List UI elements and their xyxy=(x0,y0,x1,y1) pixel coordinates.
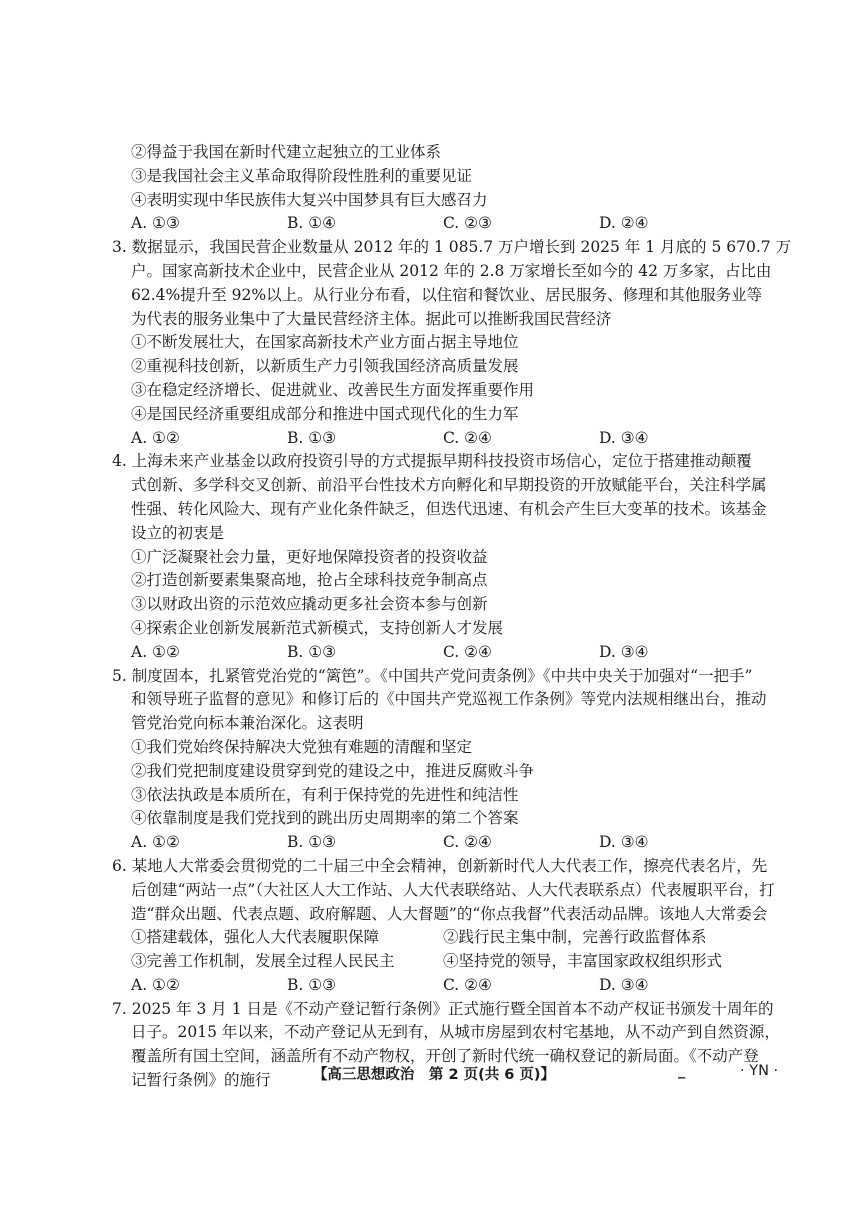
q6-option-1: ①搭建载体，强化人大代表履职保障 xyxy=(131,928,380,947)
q6-options-row-2 xyxy=(112,950,812,974)
q3-choice-b[interactable]: B. ①③ xyxy=(287,428,337,447)
q7-stem-line-2: 日子。2015 年以来，不动产登记从无到有，从城市房屋到农村宅基地，从不动产到自然资源， xyxy=(131,1023,780,1042)
q5-option-3: ③依法执政是本质所在，有利于保持党的先进性和纯洁性 xyxy=(131,785,519,804)
q6-option-3: ③完善工作机制，发展全过程人民民主 xyxy=(131,952,395,971)
q6-stem-line-2: 后创建“两站一点”（大社区人大工作站、人大代表联络站、人大代表联系点）代表履职平台，打 xyxy=(131,880,775,899)
footer-dash: _ xyxy=(678,1063,686,1079)
q7-stem-line-4: 记暂行条例》的施行 xyxy=(131,1071,271,1090)
q5-choices xyxy=(112,831,812,855)
q2-choice-c[interactable]: C. ②③ xyxy=(443,214,492,233)
q5-option-2: ②我们党把制度建设贯穿到党的建设之中，推进反腐败斗争 xyxy=(131,761,535,780)
q5-option-1: ①我们党始终保持解决大党独有难题的清醒和坚定 xyxy=(131,737,473,756)
q4-choice-a[interactable]: A. ①② xyxy=(131,642,180,661)
q4-stem-line-1: 4. 上海未来产业基金以政府投资引导的方式提振早期科技投资市场信心，定位于搭建推动颠覆 xyxy=(112,452,752,471)
q2-choice-b[interactable]: B. ①④ xyxy=(287,214,337,233)
q3-stem-line-4: 为代表的服务业集中了大量民营经济主体。据此可以推断我国民营经济 xyxy=(131,309,612,328)
q5-stem-line-1: 5. 制度固本，扎紧管党治党的“篱笆”。《中国共产党问责条例》《中共中央关于加强对“一把手” xyxy=(112,666,753,685)
footer-page-info: 【高三思想政治 第 2 页(共 6 页)】 xyxy=(312,1067,556,1083)
q6-choice-a[interactable]: A. ①② xyxy=(131,975,180,994)
footer-region-code: · YN · xyxy=(740,1063,779,1079)
q3-choice-c[interactable]: C. ②④ xyxy=(443,428,492,447)
q4-choice-b[interactable]: B. ①③ xyxy=(287,642,337,661)
q6-stem-line-3: 造“群众出题、代表点题、政府解题、人大督题”的“你点我督”代表活动品牌。该地人大常委会 xyxy=(131,904,768,923)
q3-choices xyxy=(112,427,812,451)
q5-stem-line-2: 和领导班子监督的意见》和修订后的《中国共产党巡视工作条例》等党内法规相继出台，推动 xyxy=(131,690,767,709)
q3-stem-line-1: 3. 数据显示，我国民营企业数量从 2012 年的 1 085.7 万户增长到 2025 年 1 月底的 5 670.7 万 xyxy=(112,238,792,257)
q7-stem-line-3: 覆盖所有国土空间，涵盖所有不动产物权，开创了新时代统一确权登记的新局面。《不动产登 xyxy=(131,1047,759,1066)
q6-stem-line-1: 6. 某地人大常委会贯彻党的二十届三中全会精神，创新新时代人大代表工作，擦亮代表名片，先 xyxy=(112,856,768,875)
q3-option-4: ④是国民经济重要组成部分和推进中国式现代化的生力军 xyxy=(131,404,519,423)
q3-stem-line-2: 户。国家高新技术企业中，民营企业从 2012 年的 2.8 万家增长至如今的 42 万多家，占比由 xyxy=(131,261,772,280)
q5-choice-b[interactable]: B. ①③ xyxy=(287,833,337,852)
q5-choice-c[interactable]: C. ②④ xyxy=(443,833,492,852)
q6-choice-b[interactable]: B. ①③ xyxy=(287,975,337,994)
q6-options-row-1 xyxy=(112,926,812,950)
q2-option-4: ④表明实现中华民族伟大复兴中国梦具有巨大感召力 xyxy=(131,190,488,209)
q3-choice-d[interactable]: D. ③④ xyxy=(599,428,649,447)
q4-option-1: ①广泛凝聚社会力量，更好地保障投资者的投资收益 xyxy=(131,547,488,566)
q6-choices xyxy=(112,974,812,998)
q4-option-4: ④探索企业创新发展新范式新模式，支持创新人才发展 xyxy=(131,618,504,637)
q2-choices xyxy=(112,212,812,236)
q4-choice-d[interactable]: D. ③④ xyxy=(599,642,649,661)
q3-stem-line-3: 62.4%提升至 92%以上。从行业分布看，以住宿和餐饮业、居民服务、修理和其他服务业等 xyxy=(131,285,763,304)
q4-choice-c[interactable]: C. ②④ xyxy=(443,642,492,661)
q2-choice-a[interactable]: A. ①③ xyxy=(131,214,180,233)
q5-choice-d[interactable]: D. ③④ xyxy=(599,833,649,852)
q3-option-2: ②重视科技创新，以新质生产力引领我国经济高质量发展 xyxy=(131,357,519,376)
q4-choices xyxy=(112,641,812,665)
q4-stem-line-2: 式创新、多学科交叉创新、前沿平台性技术方向孵化和早期投资的开放赋能平台，关注科学属 xyxy=(131,476,767,495)
q3-option-3: ③在稳定经济增长、促进就业、改善民生方面发挥重要作用 xyxy=(131,380,535,399)
exam-page xyxy=(112,141,812,1093)
q4-stem-line-3: 性强、转化风险大、现有产业化条件缺乏，但迭代迅速、有机会产生巨大变革的技术。该基金 xyxy=(131,499,767,518)
page-footer xyxy=(0,1063,868,1087)
q4-option-2: ②打造创新要素集聚高地，抢占全球科技竞争制高点 xyxy=(131,571,488,590)
q5-stem-line-3: 管党治党向标本兼治深化。这表明 xyxy=(131,714,364,733)
q6-option-4: ④坚持党的领导，丰富国家政权组织形式 xyxy=(443,952,723,971)
q5-choice-a[interactable]: A. ①② xyxy=(131,833,180,852)
q6-choice-c[interactable]: C. ②④ xyxy=(443,975,492,994)
q4-stem-line-4: 设立的初衷是 xyxy=(131,523,225,542)
q4-option-3: ③以财政出资的示范效应撬动更多社会资本参与创新 xyxy=(131,595,488,614)
q5-option-4: ④依靠制度是我们党找到的跳出历史周期率的第二个答案 xyxy=(131,809,519,828)
q2-option-3: ③是我国社会主义革命取得阶段性胜利的重要见证 xyxy=(131,166,473,185)
q2-option-2: ②得益于我国在新时代建立起独立的工业体系 xyxy=(131,143,442,161)
q7-stem-line-1: 7. 2025 年 3 月 1 日是《不动产登记暂行条例》正式施行暨全国首本不动产权证书颁发十周年的 xyxy=(112,999,774,1018)
q3-option-1: ①不断发展壮大，在国家高新技术产业方面占据主导地位 xyxy=(131,333,519,352)
q6-option-2: ②践行民主集中制，完善行政监督体系 xyxy=(443,928,707,947)
q3-choice-a[interactable]: A. ①② xyxy=(131,428,180,447)
q6-choice-d[interactable]: D. ③④ xyxy=(599,975,649,994)
q2-choice-d[interactable]: D. ②④ xyxy=(599,214,649,233)
